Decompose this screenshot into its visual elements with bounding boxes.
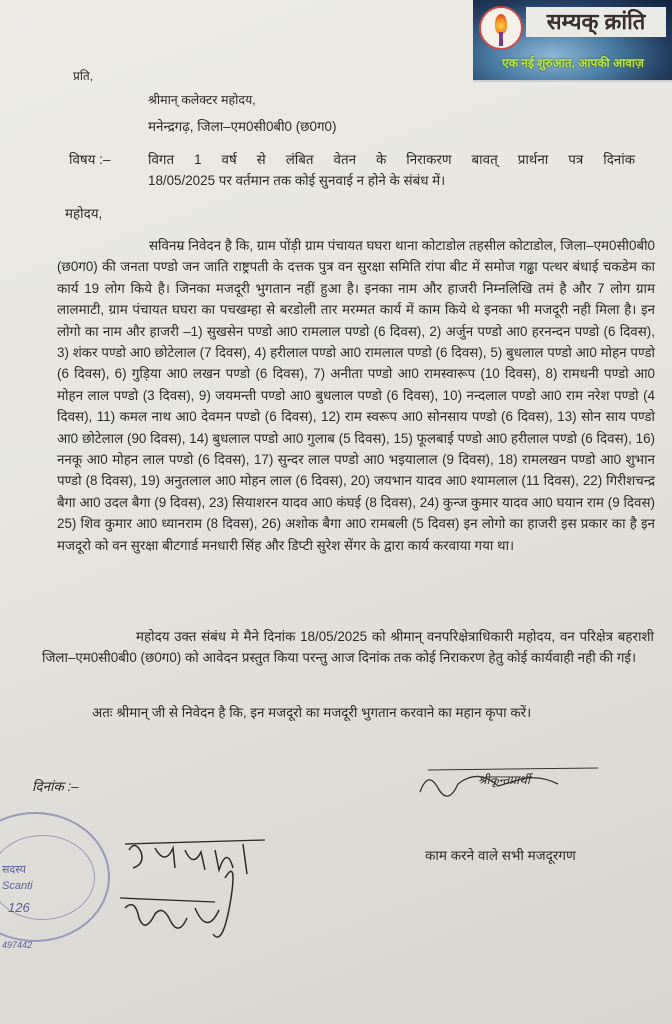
recipient-line-2: मनेन्द्रगढ़, जिला–एम0सी0बी0 (छ0ग0): [148, 119, 337, 134]
stamp-text-4: 497442: [2, 940, 33, 950]
body-paragraph-2: महोदय उक्त संबंध मे मैने दिनांक 18/05/2025 को श्रीमान् वनपरिक्षेत्राधिकारी महोदय, वन परिक्षेत्र बहराशी जिला–एम0सी0बी0 (छ0ग0) को आवेदन प्रस्तुत किया परन्तु आज दिनांक तक कोई निराकरण हेतु कोई कार्यवाही नही की गई।: [42, 629, 654, 666]
logo-tagline: एक नई शुरुआत, आपकी आवाज़: [502, 56, 644, 70]
body-paragraph-3: अतः श्रीमान् जी से निवेदन है कि, इन मजदूरो का मजदूरी भुगतान करवाने का महान कृपा करें।: [92, 705, 532, 720]
samyak-kranti-logo: [473, 0, 672, 82]
handwritten-names: [115, 838, 275, 968]
recipient-line-1: श्रीमान् कलेक्टर महोदय,: [148, 93, 256, 107]
stamp-text-2: Scanti: [2, 880, 33, 892]
to-label: प्रति,: [73, 69, 94, 83]
subject-line-2: 18/05/2025 पर वर्तमान तक कोई सुनवाई न होने के संबंध में।: [148, 173, 446, 188]
stamp-text-3: 126: [8, 900, 30, 915]
body-paragraph-1: सविनम्र निवेदन है कि, ग्राम पोंड़ी ग्राम पंचायत घघरा थाना कोटाडोल तहसील कोटाडोल, जिला–एम0सी0बी0 (छ0ग0) की जनता पण्डो जन जाति राष्ट्रपती के दत्तक पुत्र वन सुरक्षा समिति रांपा बीट में समोज गढ्ढा पत्थर बंधाई चकडेम का कार्य 19 लोग किये है। जिनका मजदूरी भुगतान नहीं हुआ है। इनका नाम और हाजरी निम्नलिखि तमं है और 7 लोग ग्राम लालमाटी, ग्राम पंचायत घघरा का पचखम्हा से बरडोली तार मरम्मत कार्य में काम किये थे इनका भी मजदूरी नही मिला है। इन लोगो का नाम और हाजरी –1) सुखसेन पण्डो आ0 रामलाल पण्डो (6 दिवस), 2) अर्जुन पण्डो आ0 हरनन्दन पण्डो (6 दिवस), 3) शंकर पण्डो आ0 छोटेलाल (7 दिवस), 4) हरीलाल पण्डो आ0 रामलाल पण्डो (6 दिवस), 5) बुधलाल पण्डो आ0 मोहन पण्डो (6 दिवस), 6) गुड़िया आ0 लखन पण्डो (6 दिवस), 7) अनीता पण्डो आ0 रामस्वारूप (10 दिवस), 8) रामधनी पण्डो आ0 मोहन लाल पण्डो (3 दिवस), 9) जयमन्ती पण्डो आ0 बुधलाल पण्डो (6 दिवस), 10) नन्दलाल पण्डो आ0 राम नरेश पण्डो (4 दिवस), 11) कमल नाथ आ0 देवमन पण्डो (6 दिवस), 12) राम स्वरूप आ0 सोनसाय पण्डो (6 दिवस), 13) सोन साय पण्डो आ0 छोटेलाल (90 दिवस), 14) बुधलाल पण्डो आ0 गुलाब (5 दिवस), 15) फूलबाई पण्डो आ0 हरीलाल पण्डो (6 दिवस), 16) ननकू आ0 मोहन लाल पण्डो (6 दिवस), 17) सुन्दर लाल पण्डो आ0 भइयालाल (9 दिवस), 18) रामलखन पण्डो आ0 शुभान पण्डो (8 दिवस), 19) अनुतलाल आ0 मोहन लाल (6 दिवस), 20) जयभान यादव आ0 श्यामलाल (11 दिवस), 22) गिरीशचन्द्र बैगा आ0 उदल बैगा (9 दिवस), 23) सियाशरन यादव आ0 कंघई (8 दिवस), 24) कुन्ज कुमार यादव आ0 घयान राम (9 दिवस) 25) शिव कुमार आ0 ध्यानराम (8 दिवस), 26) अशोक बैगा आ0 रामबली (5 दिवस) इन लोगो का हाजरी इस प्रकार का है इन मजदूरो को वन सुरक्षा बीटगार्ड मनधारी सिंह और डिप्टी सुरेश सेंगर के द्वारा कार्य करवाया गया था।: [57, 238, 655, 553]
date-label: दिनांक :–: [32, 779, 79, 794]
signatory-label: काम करने वाले सभी मजदूरगण: [425, 848, 576, 863]
stamp-text-1: सदस्य: [2, 864, 26, 876]
subject-label: विषय :–: [69, 152, 111, 167]
flame-icon: [495, 14, 507, 34]
torch-icon: [499, 32, 503, 46]
salutation: महोदय,: [65, 206, 103, 221]
applicant-signature-text: श्रीकृन्तप्रार्थी: [478, 773, 531, 787]
logo-title: सम्यक् क्रांति: [526, 7, 666, 37]
subject-line-1: विगत 1 वर्ष से लंबित वेतन के निराकरण बावत् प्रार्थना पत्र दिनांक: [148, 152, 635, 167]
torch-emblem-icon: [479, 6, 523, 50]
